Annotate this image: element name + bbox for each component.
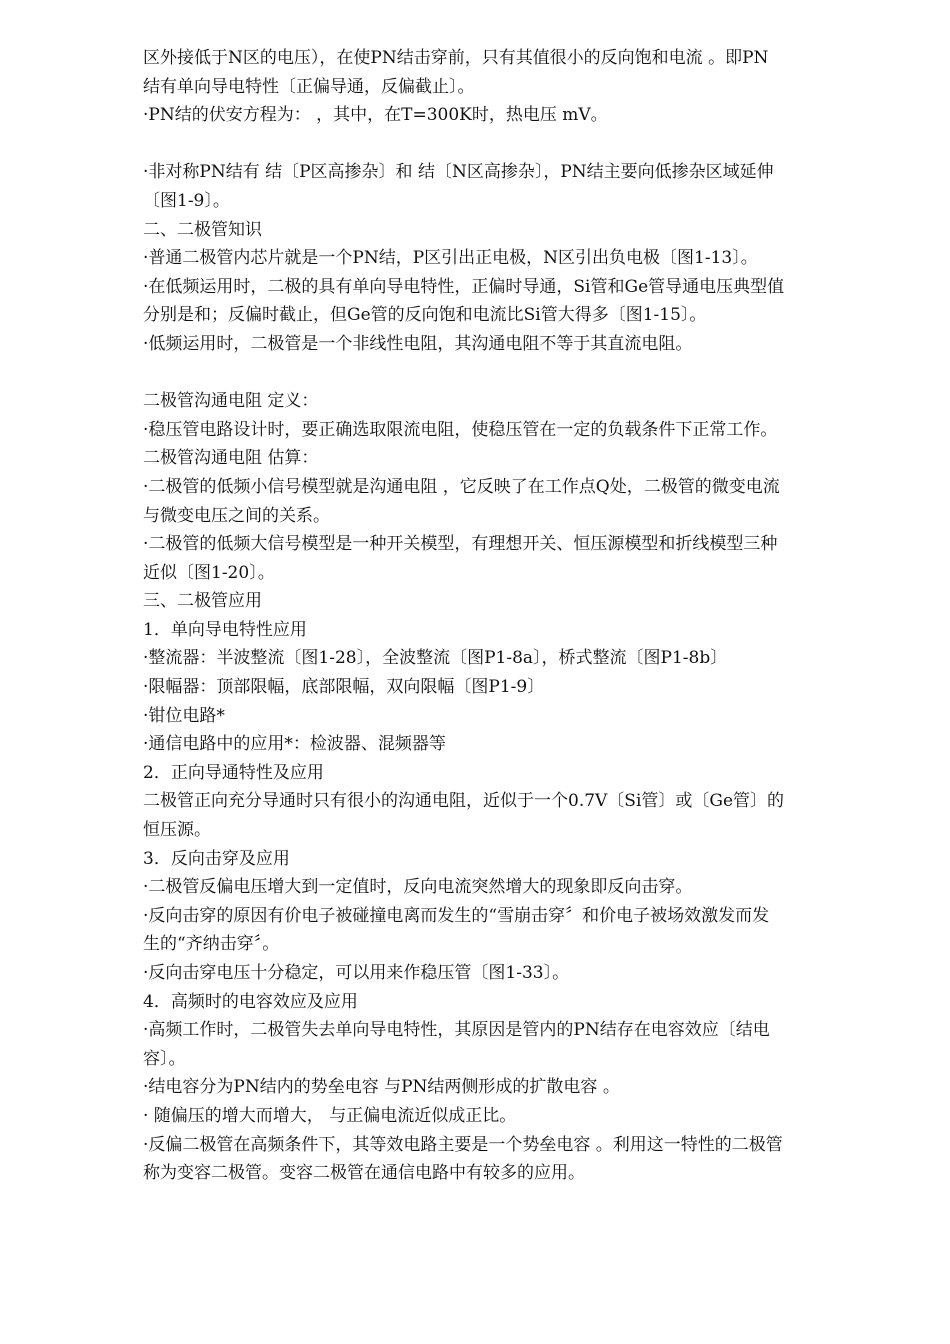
text-line: 与微变电压之间的关系。 [143, 505, 330, 526]
text-line: 生的“齐纳击穿〞。 [143, 934, 280, 955]
text-line: 3．反向击穿及应用 [143, 848, 290, 869]
text-line: ·反向击穿电压十分稳定，可以用来作稳压管〔图1-33〕。 [143, 963, 570, 983]
text-line: · 随偏压的增大而增大， 与正偏电流近似成正比。 [143, 1105, 517, 1126]
blank-line [143, 359, 878, 388]
text-line: ·PN结的伏安方程为： ，其中，在T=300K时，热电压 mV。 [143, 105, 608, 126]
text-line: 1．单向导电特性应用 [143, 619, 307, 640]
text-line: ·在低频运用时，二极的具有单向导电特性，正偏时导通，Si管和Ge管导通电压典型值 [143, 276, 785, 297]
text-line: 〔图1-9〕。 [143, 190, 230, 211]
text-line: 容〕。 [143, 1048, 186, 1069]
text-line: 二、二极管知识 [143, 219, 262, 240]
text-line: 称为变容二极管。变容二极管在通信电路中有较多的应用。 [143, 1163, 585, 1184]
text-line: ·限幅器：顶部限幅，底部限幅，双向限幅〔图P1-9〕 [143, 677, 545, 698]
text-line: ·整流器：半波整流〔图1-28〕，全波整流〔图P1-8a〕，桥式整流〔图P1-8b〕 [143, 648, 728, 669]
text-line: 区外接低于N区的电压），在使PN结击穿前，只有其值很小的反向饱和电流 。即PN [143, 48, 769, 68]
text-line: ·钳位电路* [143, 705, 225, 726]
text-line: ·二极管的低频大信号模型是一种开关模型，有理想开关、恒压源模型和折线模型三种 [143, 534, 778, 555]
text-line: 二极管正向充分导通时只有很小的沟通电阻，近似于一个0.7V〔Si管〕或〔Ge管〕的 [143, 791, 785, 812]
text-line: ·低频运用时，二极管是一个非线性电阻，其沟通电阻不等于其直流电阻。 [143, 333, 693, 354]
text-line: ·二极管的低频小信号模型就是沟通电阻 ，它反映了在工作点Q处，二极管的微变电流 [143, 476, 780, 497]
text-line: ·高频工作时，二极管失去单向导电特性，其原因是管内的PN结存在电容效应〔结电 [143, 1020, 770, 1041]
text-line: 2．正向导通特性及应用 [143, 762, 324, 783]
document-body [143, 44, 878, 1188]
text-line: 二极管沟通电阻 估算： [143, 448, 319, 469]
text-line: ·结电容分为PN结内的势垒电容 与PN结两侧形成的扩散电容 。 [143, 1077, 620, 1098]
text-line: 近似〔图1-20〕。 [143, 562, 275, 583]
text-line: ·反偏二极管在高频条件下，其等效电路主要是一个势垒电容 。利用这一特性的二极管 [143, 1134, 783, 1155]
text-line: 结有单向导电特性〔正偏导通，反偏截止〕。 [143, 76, 475, 97]
text-line: 分别是和；反偏时截止，但Ge管的反向饱和电流比Si管大得多〔图1-15〕。 [143, 305, 707, 326]
text-line: ·稳压管电路设计时，要正确选取限流电阻，使稳压管在一定的负载条件下正常工作。 [143, 419, 778, 440]
blank-line [143, 130, 878, 159]
text-line: ·普通二极管内芯片就是一个PN结，P区引出正电极，N区引出负电极〔图1-13〕。 [143, 248, 758, 269]
text-line: ·二极管反偏电压增大到一定值时，反向电流突然增大的现象即反向击穿。 [143, 877, 693, 898]
text-line: 恒压源。 [143, 820, 211, 841]
text-line: ·通信电路中的应用*：检波器、混频器等 [143, 734, 446, 755]
text-line: ·非对称PN结有 结〔P区高掺杂〕和 结〔N区高掺杂〕，PN结主要向低掺杂区域延伸 [143, 162, 774, 183]
text-line: 三、二极管应用 [143, 591, 262, 612]
text-line: ·反向击穿的原因有价电子被碰撞电离而发生的“雪崩击穿〞和价电子被场效激发而发 [143, 905, 770, 926]
text-line: 4．高频时的电容效应及应用 [143, 991, 358, 1012]
text-line: 二极管沟通电阻 定义： [143, 391, 319, 412]
